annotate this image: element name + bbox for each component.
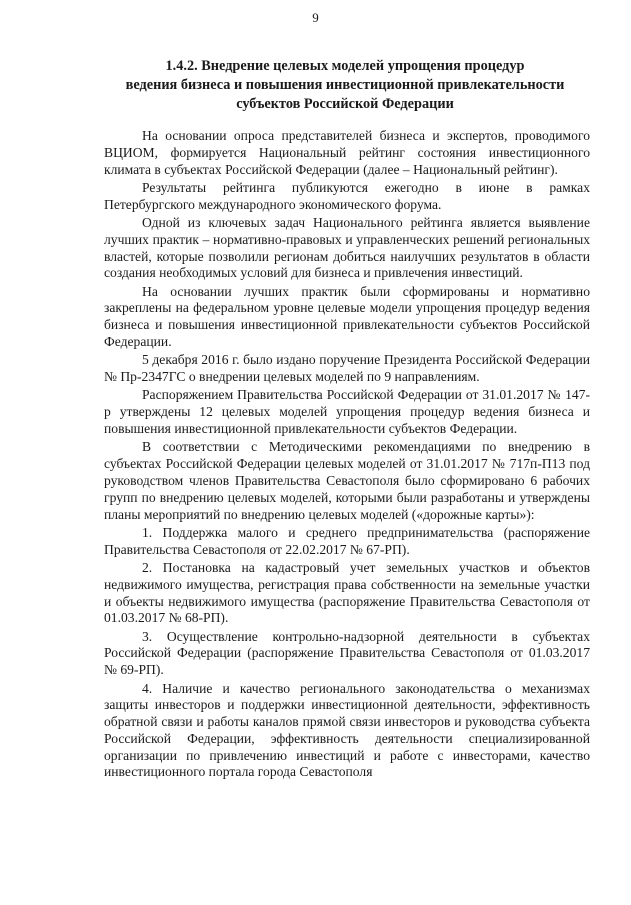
document-body <box>104 128 590 783</box>
paragraph-rating-basis: На основании опроса представителей бизнеса и экспертов, проводимого ВЦИОМ, формируется Национальный рейтинг состояния инвестиционного климата в субъектах Российской Федерации (далее – Национальный рейтинг). <box>104 128 590 177</box>
list-item-2: 2. Постановка на кадастровый учет земельных участков и объектов недвижимого имущества, регистрация права собственности на земельные участки и объекты недвижимого имущества (распоряжение Правительства Севастополя от 01.03.2017 № 68-РП). <box>104 559 590 626</box>
section-heading <box>100 57 590 114</box>
list-item-1: 1. Поддержка малого и среднего предпринимательства (распоряжение Правительства Севастополя от 22.02.2017 № 67-РП). <box>104 524 590 557</box>
paragraph-rating-publication: Результаты рейтинга публикуются ежегодно в июне в рамках Петербургского международного экономического форума. <box>104 179 590 212</box>
paragraph-government-order: Распоряжением Правительства Российской Федерации от 31.01.2017 № 147-р утверждены 12 целевых моделей упрощения процедур ведения бизнеса и повышения инвестиционной привлекательности субъектов Федерации. <box>104 387 590 437</box>
paragraph-working-groups: В соответствии с Методическими рекомендациями по внедрению в субъектах Российской Федерации целевых моделей от 31.01.2017 № 717п-П13 под руководством членов Правительства Севастополя было сформировано 6 рабочих групп по внедрению целевых моделей, которыми были разработаны и утверждены планы мероприятий по внедрению целевых моделей («дорожные карты»): <box>104 439 590 522</box>
page-number: 9 <box>312 10 319 25</box>
list-item-4: 4. Наличие и качество регионального законодательства о механизмах защиты инвесторов и поддержки инвестиционной деятельности, эффективность обратной связи и работы каналов прямой связи инвесторов и руководства субъекта Российской Федерации, эффективность деятельности специализированной организации по привлечению инвестиций и работе с инвесторами, качество инвестиционного портала города Севастополя <box>104 680 590 780</box>
heading-line-2: ведения бизнеса и повышения инвестиционной привлекательности <box>125 77 565 93</box>
paragraph-target-models: На основании лучших практик были сформированы и нормативно закреплены на федеральном уровне целевые модели упрощения процедур ведения бизнеса и повышения инвестиционной привлекательности субъектов Российской Федерации. <box>104 283 590 350</box>
list-item-3: 3. Осуществление контрольно-надзорной деятельности в субъектах Российской Федерации (распоряжение Правительства Севастополя от 01.03.2017 № 69-РП). <box>104 628 590 678</box>
paragraph-rating-goal: Одной из ключевых задач Национального рейтинга является выявление лучших практик – нормативно-правовых и управленческих решений региональных властей, которые позволили регионам добиться наилучших результатов в области создания необходимых условий для бизнеса и привлечения инвестиций. <box>104 214 590 281</box>
paragraph-president-order: 5 декабря 2016 г. было издано поручение Президента Российской Федерации № Пр-2347ГС о внедрении целевых моделей по 9 направлениям. <box>104 352 590 385</box>
heading-line-3: субъектов Российской Федерации <box>236 96 454 112</box>
heading-line-1: 1.4.2. Внедрение целевых моделей упрощения процедур <box>165 58 525 74</box>
